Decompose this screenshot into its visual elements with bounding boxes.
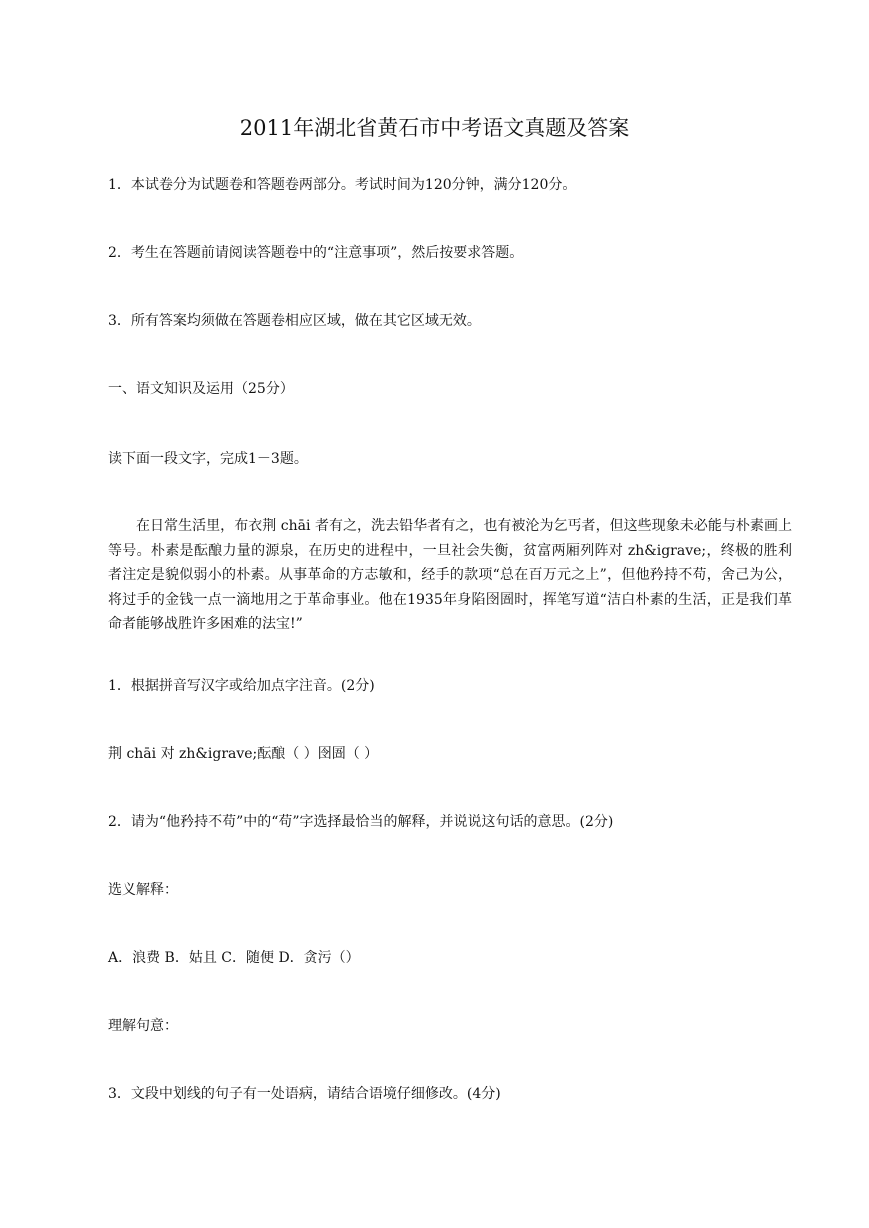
section-heading: 一、语文知识及运用（25分） — [108, 381, 294, 397]
question-2-meaning-label: 理解句意： — [108, 1018, 178, 1034]
note-2: 2．考生在答题前请阅读答题卷中的“注意事项”，然后按要求答题。 — [108, 245, 524, 261]
document-title: 2011年湖北省黄石市中考语文真题及答案 — [239, 116, 630, 140]
question-2-options: A．浪费 B．姑且 C．随便 D．贪污（） — [108, 950, 360, 966]
note-3: 3．所有答案均须做在答题卷相应区域，做在其它区域无效。 — [108, 313, 481, 329]
passage-paragraph: 在日常生活里，布衣荆 chāi 者有之，洗去铅华者有之，也有被沦为乞丐者，但这些现象未必能与朴素画上等号。朴素是酝酿力量的源泉，在历史的进程中，一旦社会失衡，贫富两厢列阵对 zh&igrave;，终极的胜利者注定是貌似弱小的朴素。从事革命的方志敏和，经手的款项“总在百万元之上”，但他矜持不苟，舍己为公，将过手的金钱一点一滴地用之于革命事业。他在1935年身陷囹圄时，挥笔写道“洁白朴素的生活，正是我们革命者能够战胜许多困难的法宝!” — [108, 518, 792, 632]
note-1: 1．本试卷分为试题卷和答题卷两部分。考试时间为120分钟，满分120分。 — [108, 177, 577, 193]
passage-intro: 读下面一段文字，完成1－3题。 — [108, 451, 308, 467]
question-1-items: 荆 chāi 对 zh&igrave;酝酿（ ）囹圄（ ） — [108, 746, 379, 762]
question-2-choice-label: 选义解释： — [108, 882, 178, 898]
question-2: 2．请为“他矜持不苟”中的“苟”字选择最恰当的解释，并说说这句话的意思。(2分) — [108, 814, 614, 830]
question-1: 1．根据拼音写汉字或给加点字注音。(2分) — [108, 678, 375, 694]
question-3: 3．文段中划线的句子有一处语病，请结合语境仔细修改。(4分) — [108, 1086, 501, 1102]
